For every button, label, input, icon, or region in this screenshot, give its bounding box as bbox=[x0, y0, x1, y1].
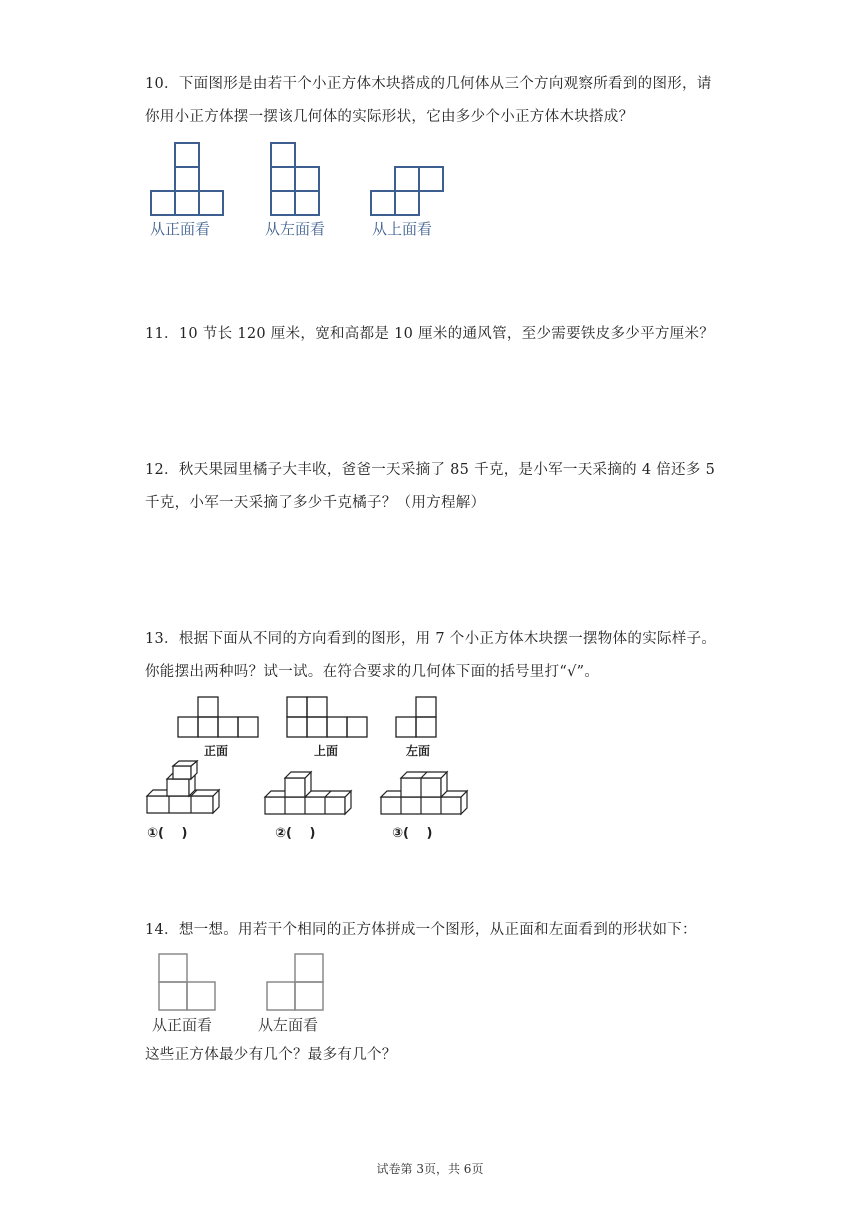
q10-caption-front: 从正面看 bbox=[150, 220, 211, 238]
q13-front-view-figure bbox=[176, 696, 260, 740]
q12-text-line1: 12．秋天果园里橘子大丰收，爸爸一天采摘了 85 千克，是小军一天采摘的 4 倍还多 5 bbox=[145, 462, 716, 478]
q13-option2-label[interactable]: ②( ) bbox=[275, 826, 316, 841]
q12-text-line2: 千克，小军一天采摘了多少千克橘子？（用方程解） bbox=[145, 495, 486, 511]
q14-caption-front: 从正面看 bbox=[152, 1016, 213, 1034]
q11-text-line1: 11．10 节长 120 厘米，宽和高都是 10 厘米的通风管，至少需要铁皮多少平方厘米？ bbox=[145, 326, 715, 342]
q10-text-line1: 10．下面图形是由若干个小正方体木块搭成的几何体从三个方向观察所看到的图形，请 bbox=[145, 76, 712, 92]
q13-option2-figure bbox=[262, 766, 356, 818]
q13-caption-left: 左面 bbox=[406, 744, 431, 758]
q13-caption-front: 正面 bbox=[204, 744, 229, 758]
q10-text-line2: 你用小正方体摆一摆该几何体的实际形状，它由多少个小正方体木块搭成？ bbox=[145, 109, 634, 125]
q13-option3-figure bbox=[378, 766, 472, 818]
q13-text-line2: 你能摆出两种吗？试一试。在符合要求的几何体下面的括号里打“√”。 bbox=[145, 664, 600, 680]
q13-option1-label[interactable]: ①( ) bbox=[147, 826, 188, 841]
q14-caption-left: 从左面看 bbox=[258, 1016, 319, 1034]
q14-text-line1: 14．想一想。用若干个相同的正方体拼成一个图形，从正面和左面看到的形状如下： bbox=[145, 922, 697, 938]
q10-front-view-figure bbox=[150, 142, 225, 216]
q13-text-line1: 13．根据下面从不同的方向看到的图形，用 7 个小正方体木块摆一摆物体的实际样子。 bbox=[145, 631, 717, 647]
q10-caption-left: 从左面看 bbox=[265, 220, 326, 238]
q13-option1-figure bbox=[144, 760, 238, 818]
q14-front-view-figure bbox=[157, 952, 217, 1012]
q13-left-view-figure bbox=[394, 696, 438, 740]
q13-caption-top: 上面 bbox=[314, 744, 339, 758]
q10-caption-top: 从上面看 bbox=[372, 220, 433, 238]
q10-top-view-figure bbox=[370, 166, 445, 216]
q14-text-line2: 这些正方体最少有几个？最多有几个？ bbox=[145, 1047, 397, 1063]
q14-left-view-figure bbox=[265, 952, 325, 1012]
page-footer: 试卷第 3页，共 6页 bbox=[376, 1162, 484, 1176]
q13-option3-label[interactable]: ③( ) bbox=[392, 826, 433, 841]
q10-left-view-figure bbox=[270, 142, 322, 216]
q13-top-view-figure bbox=[285, 696, 369, 740]
